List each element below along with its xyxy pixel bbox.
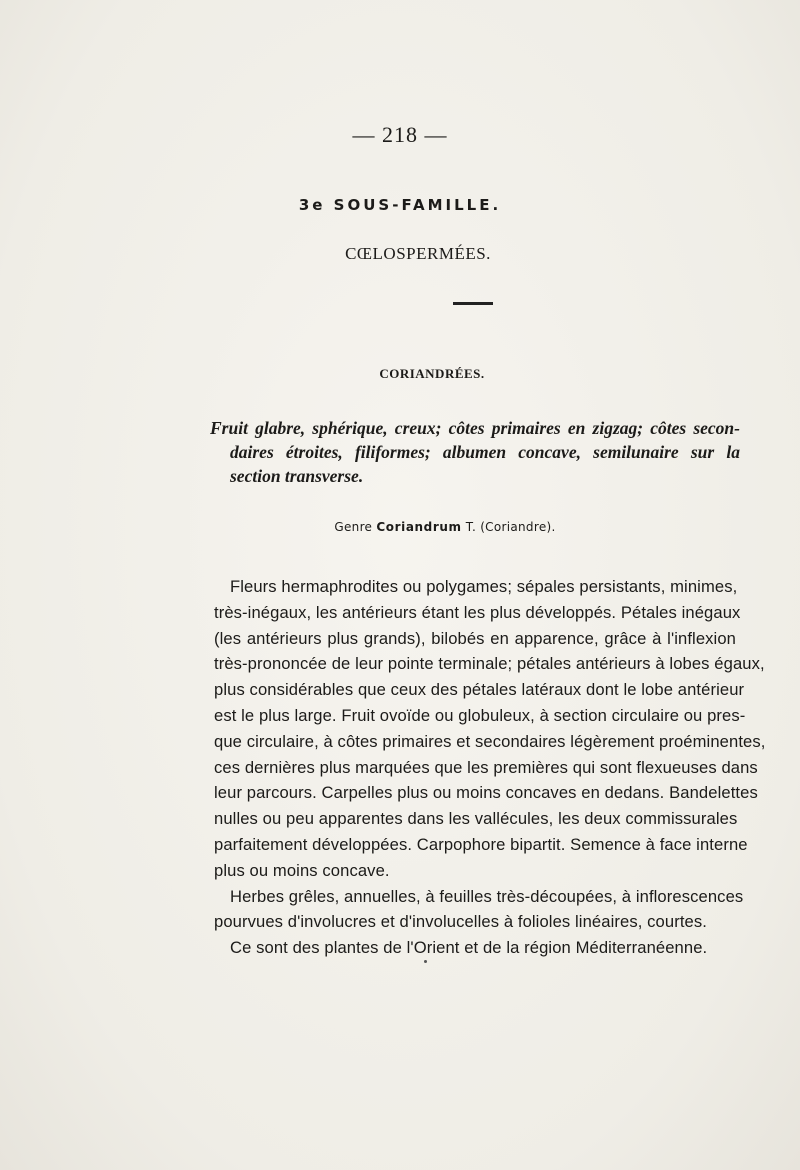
habit-line: pourvues d'involucres et d'involucelles à folioles linéaires, courtes. [214, 912, 707, 932]
subfamily-heading: 3e SOUS-FAMILLE. [298, 196, 502, 214]
origin-line: Ce sont des plantes de l'Orient et de la région Méditerranéenne. [230, 938, 708, 958]
description-line: plus ou moins concave. [214, 860, 390, 880]
description-line: Fleurs hermaphrodites ou polygames; sépales persistants, minimes, [230, 577, 738, 596]
description-line: ces dernières plus marquées que les premières qui sont flexueuses dans [214, 757, 758, 777]
tribe-heading: CORIANDRÉES. [379, 366, 485, 381]
group-heading: CŒLOSPERMÉES. [345, 244, 491, 263]
description-line: nulles ou peu apparentes dans les vallécules, les deux commissurales [214, 809, 738, 829]
genus-suffix: T. (Coriandre). [465, 520, 556, 534]
tribe-diagnosis [210, 416, 740, 488]
genus-description [214, 574, 766, 961]
habit-line: Herbes grêles, annuelles, à feuilles très-découpées, à inflorescences [230, 886, 744, 906]
section-rule [453, 302, 493, 305]
description-line: (les antérieurs plus grands), bilobés en apparence, grâce à l'inflexion [214, 628, 736, 648]
description-line: est le plus large. Fruit ovoïde ou globuleux, à section circulaire ou pres- [214, 705, 746, 725]
diagnosis-line: Fruit glabre, sphérique, creux; côtes primaires en zigzag; côtes secon- [210, 418, 740, 438]
description-line: très-prononcée de leur pointe terminale; pétales antérieurs à lobes égaux, [214, 654, 765, 674]
genus-name: Coriandrum [376, 520, 462, 534]
description-line: leur parcours. Carpelles plus ou moins concaves en dedans. Bandelettes [214, 783, 758, 803]
description-line: parfaitement développées. Carpophore bipartit. Semence à face interne [214, 834, 748, 854]
genus-heading [0, 520, 800, 534]
description-line: très-inégaux, les antérieurs étant les plus développés. Pétales inégaux [214, 602, 741, 622]
description-line: que circulaire, à côtes primaires et secondaires légèrement proéminentes, [214, 731, 766, 751]
diagnosis-line: daires étroites, filiformes; albumen concave, semilunaire sur la [230, 442, 740, 462]
description-line: plus considérables que ceux des pétales latéraux dont le lobe antérieur [214, 680, 745, 700]
page-number: — 218 — [352, 122, 448, 147]
diagnosis-line: section transverse. [230, 466, 364, 486]
ink-speck [424, 960, 427, 963]
genus-prefix: Genre [334, 520, 373, 534]
